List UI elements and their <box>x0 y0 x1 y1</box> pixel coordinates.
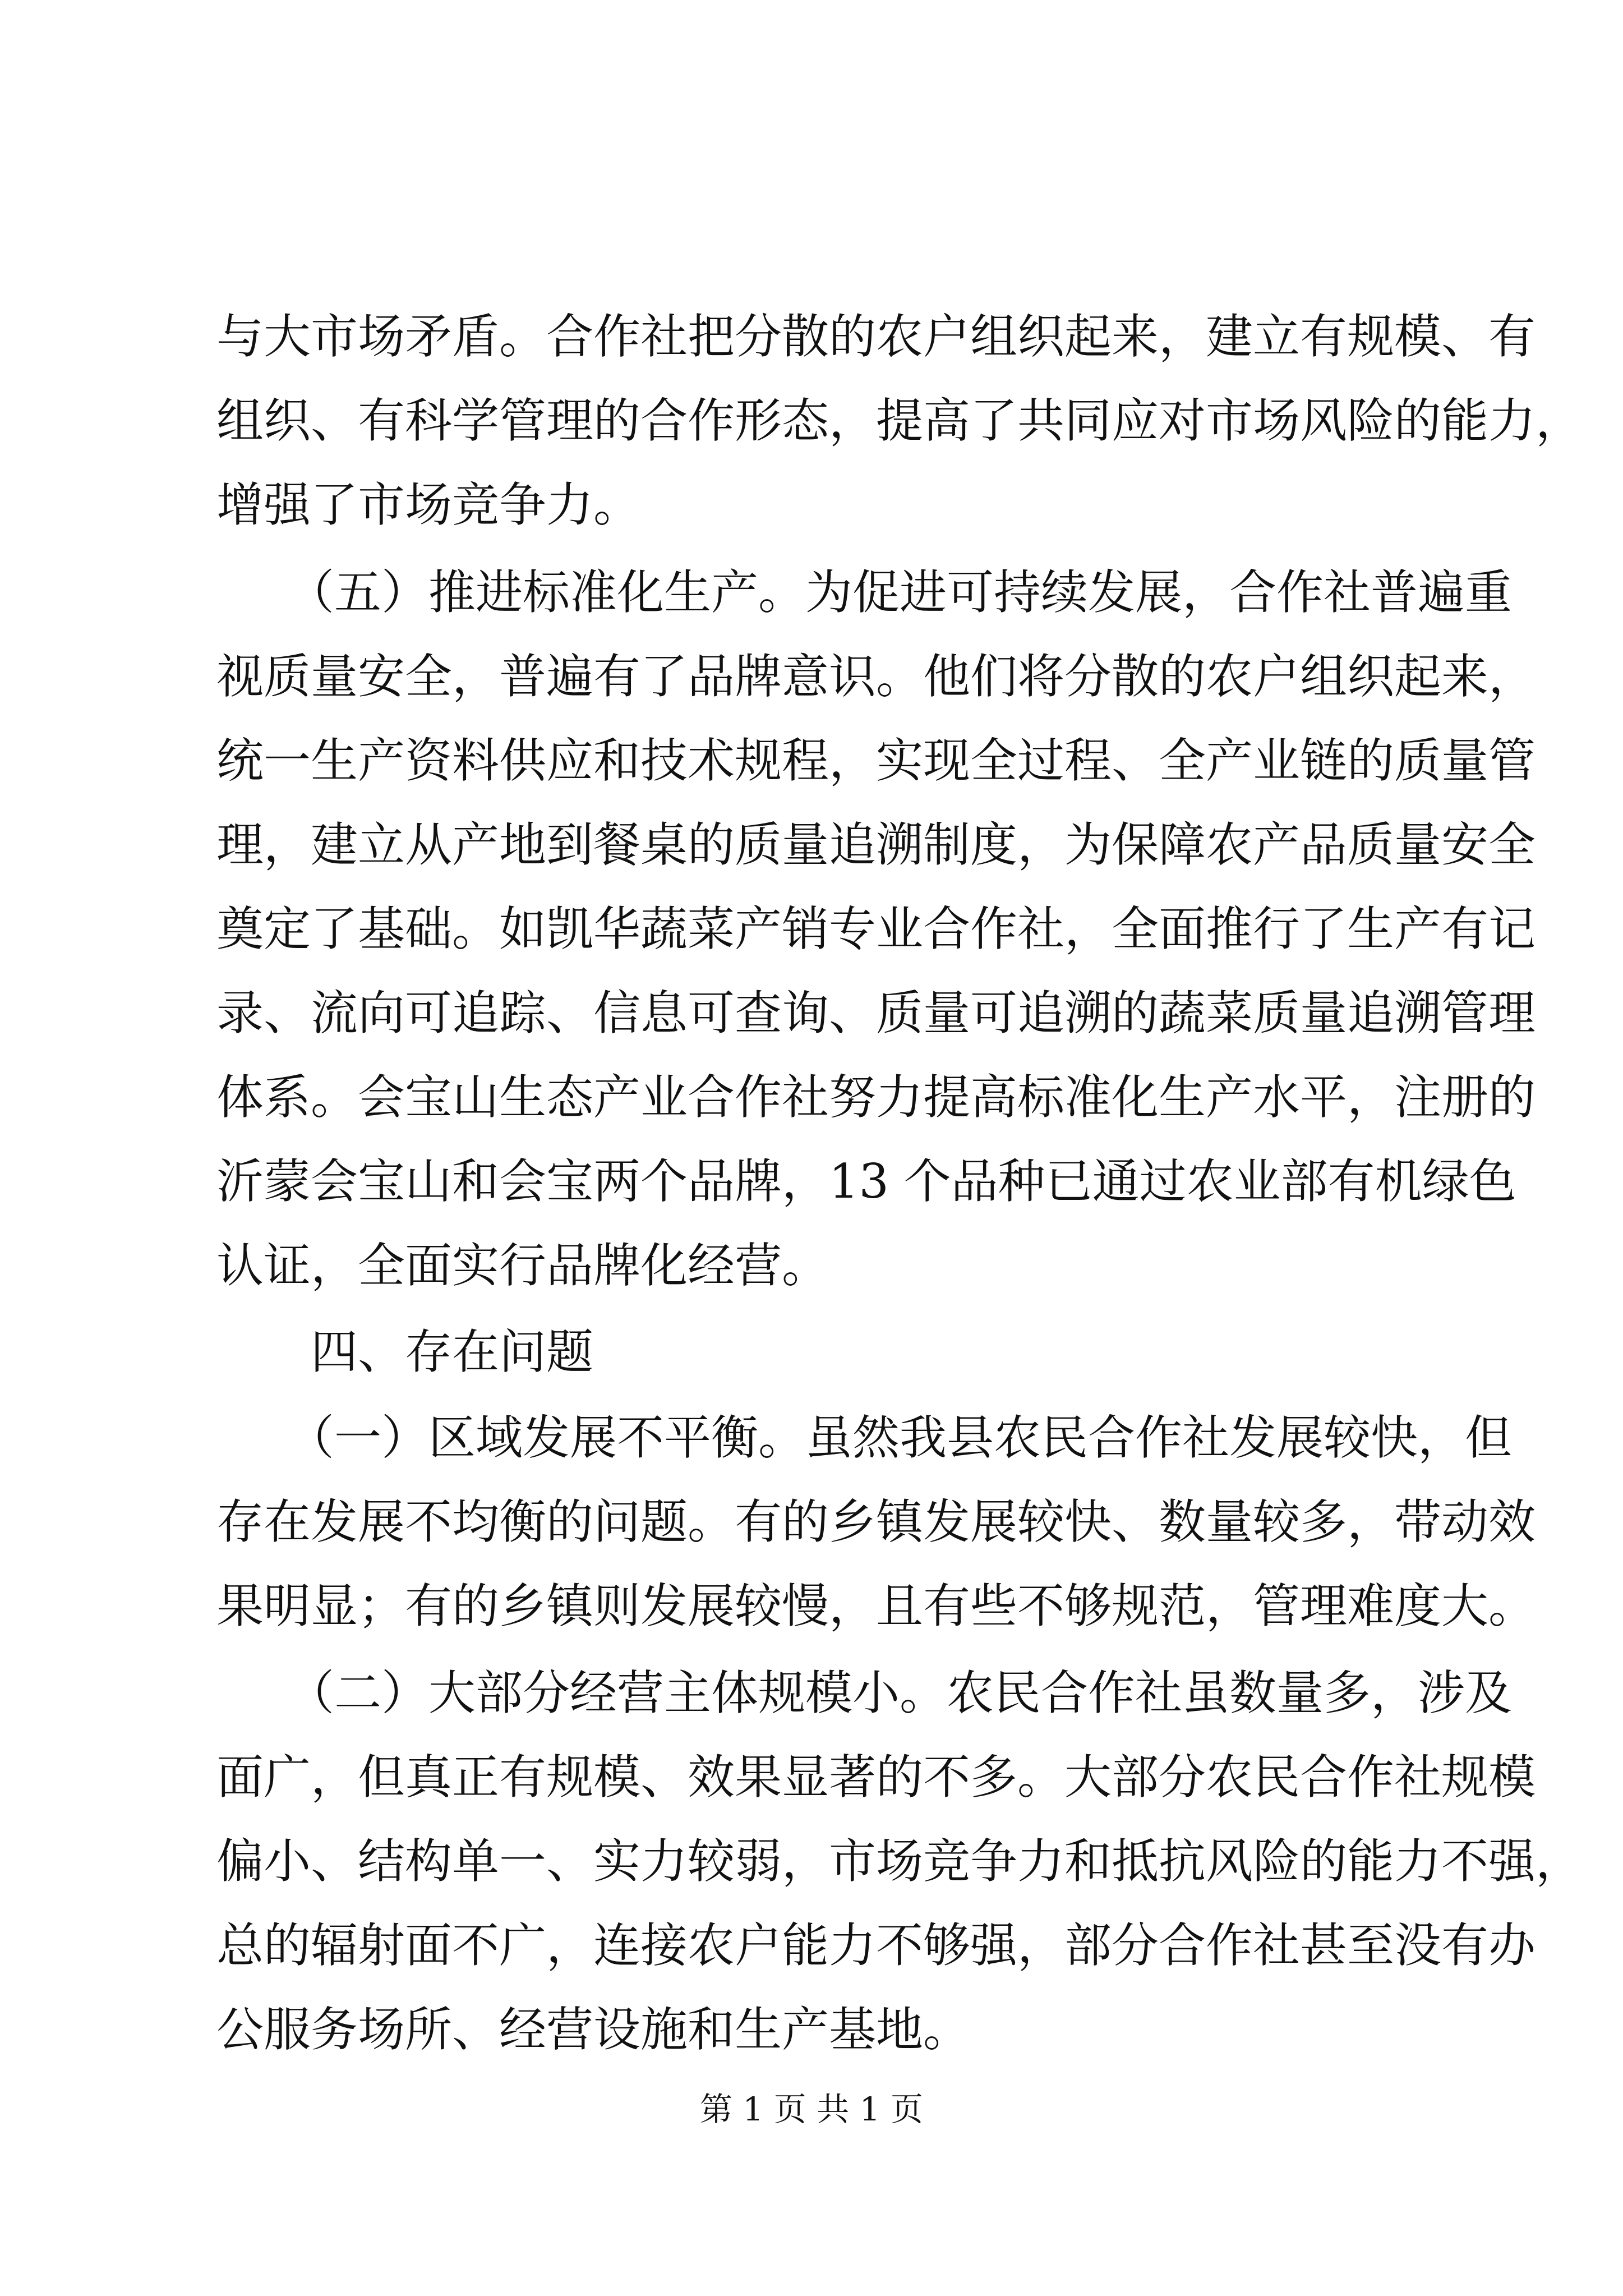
text-line-12: 认证，全面实行品牌化经营。 <box>216 1238 829 1293</box>
section-heading: 四、存在问题 <box>216 1324 594 1379</box>
text-line-16: 果明显；有的乡镇则发展较慢，且有些不够规范，管理难度大。 <box>216 1579 1536 1634</box>
text-line-21: 公服务场所、经营设施和生产基地。 <box>216 2002 971 2057</box>
text-line-17: （二）大部分经营主体规模小。农民合作社虽数量多，涉及 <box>216 1665 1513 1720</box>
text-line-20: 总的辐射面不广，连接农户能力不够强，部分合作社甚至没有办 <box>216 1918 1536 1973</box>
text-line-3: 增强了市场竞争力。 <box>216 477 641 532</box>
text-line-10: 体系。会宝山生态产业合作社努力提高标准化生产水平，注册的 <box>216 1070 1536 1125</box>
text-line-8: 奠定了基础。如凯华蔬菜产销专业合作社，全面推行了生产有记 <box>216 901 1536 956</box>
text-line-1: 与大市场矛盾。合作社把分散的农户组织起来，建立有规模、有 <box>216 309 1536 364</box>
text-line-15: 存在发展不均衡的问题。有的乡镇发展较快、数量较多，带动效 <box>216 1494 1536 1549</box>
text-line-7: 理，建立从产地到餐桌的质量追溯制度，为保障农产品质量安全 <box>216 817 1536 872</box>
text-line-19: 偏小、结构单一、实力较弱，市场竞争力和抵抗风险的能力不强， <box>216 1834 1583 1889</box>
text-line-6: 统一生产资料供应和技术规程，实现全过程、全产业链的质量管 <box>216 733 1536 788</box>
text-line-2: 组织、有科学管理的合作形态，提高了共同应对市场风险的能力， <box>216 393 1583 448</box>
text-line-5: 视质量安全，普遍有了品牌意识。他们将分散的农户组织起来， <box>216 649 1536 704</box>
text-line-9: 录、流向可追踪、信息可查询、质量可追溯的蔬菜质量追溯管理 <box>216 986 1536 1041</box>
page-number: 第 1 页 共 1 页 <box>700 2090 923 2128</box>
text-line-11: 沂蒙会宝山和会宝两个品牌，13 个品种已通过农业部有机绿色 <box>216 1154 1516 1209</box>
text-line-18: 面广，但真正有规模、效果显著的不多。大部分农民合作社规模 <box>216 1750 1536 1805</box>
text-line-14: （一）区域发展不平衡。虽然我县农民合作社发展较快，但 <box>216 1410 1513 1465</box>
text-line-4: （五）推进标准化生产。为促进可持续发展，合作社普遍重 <box>216 565 1513 620</box>
